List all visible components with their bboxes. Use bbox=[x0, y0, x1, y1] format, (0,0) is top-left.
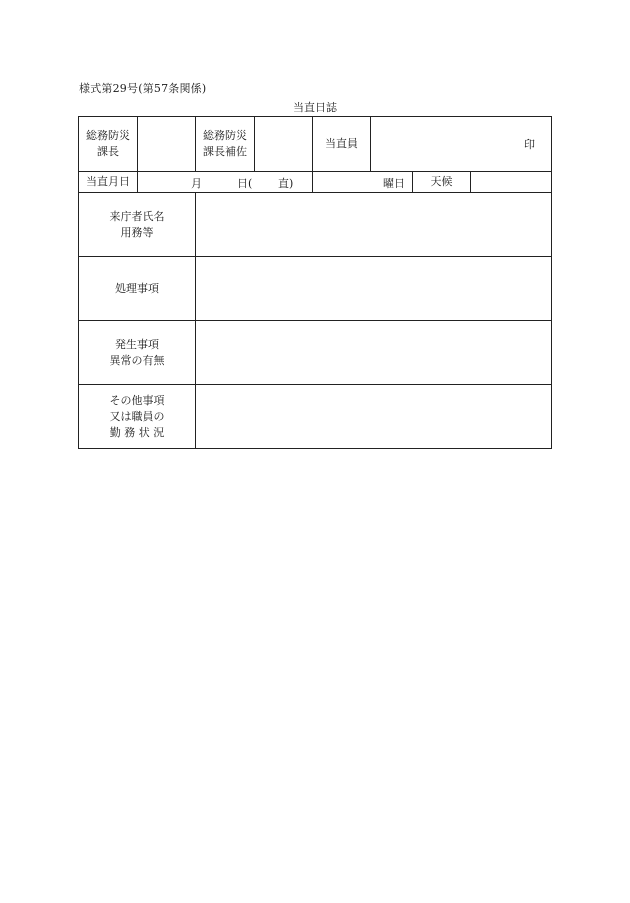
handled-label-line1: 処理事項 bbox=[115, 281, 159, 295]
visitors-field[interactable] bbox=[196, 193, 552, 257]
weather-label: 天候 bbox=[413, 172, 471, 193]
other-label-line2: 又は職員の bbox=[109, 409, 165, 423]
incidents-label-line1: 発生事項 bbox=[115, 337, 159, 351]
approval-row bbox=[78, 116, 552, 172]
chief-seal-box[interactable] bbox=[138, 116, 196, 172]
other-label-line3: 勤 務 状 況 bbox=[109, 425, 165, 439]
duty-log-form bbox=[78, 116, 552, 449]
chief-label-cell bbox=[79, 116, 138, 172]
incidents-field[interactable] bbox=[196, 321, 552, 385]
assistant-label-cell bbox=[196, 116, 255, 172]
form-reference: 様式第29号(第57条関係) bbox=[79, 82, 207, 95]
weekday-field[interactable] bbox=[313, 172, 413, 193]
duty-date-label: 当直月日 bbox=[79, 172, 138, 193]
chief-label-line1: 総務防災 bbox=[86, 129, 130, 142]
weekday-label: 曜日 bbox=[383, 177, 405, 190]
incidents-label bbox=[79, 321, 196, 385]
weather-field[interactable] bbox=[471, 172, 552, 193]
assistant-label-line1: 総務防災 bbox=[203, 129, 247, 142]
shift-label: 直) bbox=[278, 177, 294, 190]
visitors-label-line1: 来庁者氏名 bbox=[109, 209, 165, 223]
seal-mark: 印 bbox=[524, 138, 535, 151]
handled-label bbox=[79, 257, 196, 321]
other-label bbox=[79, 385, 196, 449]
incidents-row bbox=[78, 321, 552, 385]
other-label-line1: その他事項 bbox=[109, 393, 165, 407]
date-row bbox=[78, 172, 552, 193]
handled-row bbox=[78, 257, 552, 321]
duty-date-field[interactable] bbox=[138, 172, 313, 193]
other-row bbox=[78, 385, 552, 449]
duty-officer-signature-box[interactable] bbox=[371, 116, 552, 172]
visitors-label-line2: 用務等 bbox=[120, 225, 154, 239]
document-title: 当直日誌 bbox=[293, 101, 337, 114]
visitors-row bbox=[78, 193, 552, 257]
day-label: 日( bbox=[237, 177, 253, 190]
month-label: 月 bbox=[191, 177, 202, 190]
incidents-label-line2: 異常の有無 bbox=[109, 353, 165, 367]
visitors-label bbox=[79, 193, 196, 257]
assistant-label-line2: 課長補佐 bbox=[203, 145, 247, 158]
assistant-seal-box[interactable] bbox=[255, 116, 313, 172]
chief-label-line2: 課長 bbox=[97, 145, 119, 158]
handled-field[interactable] bbox=[196, 257, 552, 321]
other-field[interactable] bbox=[196, 385, 552, 449]
duty-officer-label: 当直員 bbox=[313, 116, 371, 172]
